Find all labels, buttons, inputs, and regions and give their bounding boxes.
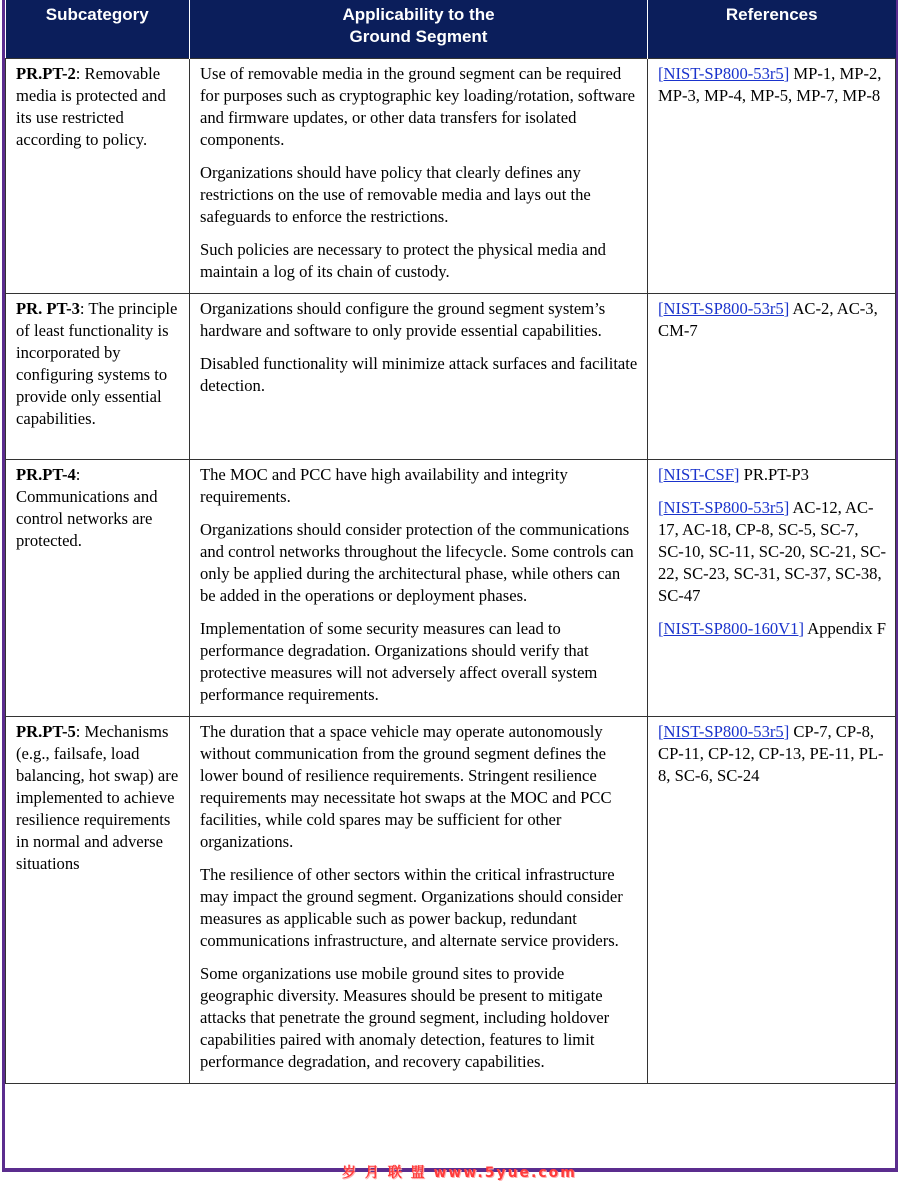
- subcategory-cell: PR.PT-2: Removable media is protected and its use restricted according to policy.: [6, 58, 190, 293]
- reference-text: MP-1, MP-2, MP-3, MP-4, MP-5, MP-7, MP-8: [658, 63, 882, 105]
- subcategory-id: PR. PT-3: [16, 298, 80, 318]
- reference-text: AC-2, AC-3, CM-7: [658, 298, 878, 340]
- header-applicability: [190, 0, 648, 58]
- applicability-paragraph: Some organizations use mobile ground sites to provide geographic diversity. Measures should be present to mitigate attacks that penetrate the ground segment, including holdover capabilities paired with anomaly detection, features to limit performance degradation, and recovery capabilities.: [200, 963, 610, 1071]
- subcategory-description: Mechanisms (e.g., failsafe, load balancing, hot swap) are implemented to achieve resilience requirements in normal and adverse situations: [16, 721, 179, 873]
- applicability-paragraph: Disabled functionality will minimize attack surfaces and facilitate detection.: [200, 353, 638, 395]
- subcategory-table: [5, 0, 896, 1084]
- applicability-paragraph: The MOC and PCC have high availability and integrity requirements.: [200, 464, 568, 506]
- table-row: [6, 459, 896, 716]
- reference-entry: [658, 298, 887, 342]
- references-cell: [648, 58, 896, 293]
- reference-entry: [658, 63, 887, 107]
- header-subcategory: Subcategory: [6, 0, 190, 58]
- subcategory-id: PR.PT-4: [16, 464, 76, 484]
- subcategory-description: Removable media is protected and its use restricted according to policy.: [16, 63, 166, 149]
- reference-entry: [658, 721, 887, 787]
- table-row: [6, 58, 896, 293]
- subcategory-description: Communications and control networks are protected.: [16, 486, 158, 550]
- subcategory-cell: PR. PT-3: The principle of least functionality is incorporated by configuring systems to provide only essential capabilities.: [6, 293, 190, 459]
- table-row: [6, 293, 896, 459]
- reference-link[interactable]: [NIST-SP800-53r5]: [658, 298, 790, 318]
- applicability-paragraph: Use of removable media in the ground segment can be required for purposes such as cryptographic key loading/rotation, software and firmware updates, or other data transfers for isolated components.: [200, 63, 636, 149]
- subcategory-description: The principle of least functionality is incorporated by configuring systems to provide only essential capabilities.: [16, 298, 178, 428]
- applicability-cell: [190, 459, 648, 716]
- reference-link[interactable]: [NIST-SP800-160V1]: [658, 618, 804, 638]
- reference-entry: [658, 618, 887, 640]
- subcategory-id: PR.PT-2: [16, 63, 76, 83]
- references-cell: [648, 293, 896, 459]
- reference-entry: [658, 464, 887, 486]
- reference-text: AC-12, AC-17, AC-18, CP-8, SC-5, SC-7, SC-10, SC-11, SC-20, SC-21, SC-22, SC-23, SC-31, SC-37, SC-38, SC-47: [658, 497, 887, 605]
- watermark: 岁 月 联 盟 www.5yue.com: [342, 1165, 577, 1181]
- header-references: References: [648, 0, 896, 58]
- applicability-paragraph: The duration that a space vehicle may operate autonomously without communication from the ground segment defines the lower bound of resilience requirements. Stringent resilience requirements may necessitate hot swaps at the MOC and PCC facilities, while cold spares may be sufficient for other organizations.: [200, 721, 612, 851]
- header-row: [6, 0, 896, 58]
- subcategory-id: PR.PT-5: [16, 721, 76, 741]
- header-applicability-line1: Applicability to the: [342, 5, 495, 24]
- reference-link[interactable]: [NIST-CSF]: [658, 464, 740, 484]
- subcategory-cell: PR.PT-5: Mechanisms (e.g., failsafe, load balancing, hot swap) are implemented to achieve resilience requirements in normal and adverse situations: [6, 716, 190, 1083]
- applicability-paragraph: Such policies are necessary to protect the physical media and maintain a log of its chain of custody.: [200, 239, 606, 281]
- applicability-cell: [190, 293, 648, 459]
- applicability-paragraph: Organizations should configure the ground segment system’s hardware and software to only provide essential capabilities.: [200, 298, 606, 340]
- applicability-paragraph: Organizations should have policy that clearly defines any restrictions on the use of removable media and lays out the safeguards to enforce the restrictions.: [200, 162, 591, 226]
- reference-link[interactable]: [NIST-SP800-53r5]: [658, 497, 790, 517]
- reference-text: CP-7, CP-8, CP-11, CP-12, CP-13, PE-11, PL-8, SC-6, SC-24: [658, 721, 884, 785]
- applicability-paragraph: Implementation of some security measures can lead to performance degradation. Organizations should verify that protective measures will not adversely affect overall system performance requirements.: [200, 618, 598, 704]
- subcategory-cell: PR.PT-4: Communications and control networks are protected.: [6, 459, 190, 716]
- reference-link[interactable]: [NIST-SP800-53r5]: [658, 63, 790, 83]
- applicability-cell: [190, 716, 648, 1083]
- reference-entry: [658, 497, 887, 607]
- reference-text: Appendix F: [803, 618, 887, 638]
- applicability-paragraph: The resilience of other sectors within the critical infrastructure may impact the ground segment. Organizations should consider measures as applicable such as power backup, redundant communications infrastructure, and alternate service providers.: [200, 864, 623, 950]
- references-cell: [648, 716, 896, 1083]
- reference-link[interactable]: [NIST-SP800-53r5]: [658, 721, 790, 741]
- applicability-paragraph: Organizations should consider protection of the communications and control networks throughout the lifecycle. Some controls can only be applied during the architectural phase, while others can be added in the operations or deployment phases.: [200, 519, 634, 605]
- applicability-cell: [190, 58, 648, 293]
- header-applicability-line2: Ground Segment: [349, 27, 488, 46]
- reference-text: PR.PT-P3: [739, 464, 809, 484]
- table-row: [6, 716, 896, 1083]
- references-cell: [648, 459, 896, 716]
